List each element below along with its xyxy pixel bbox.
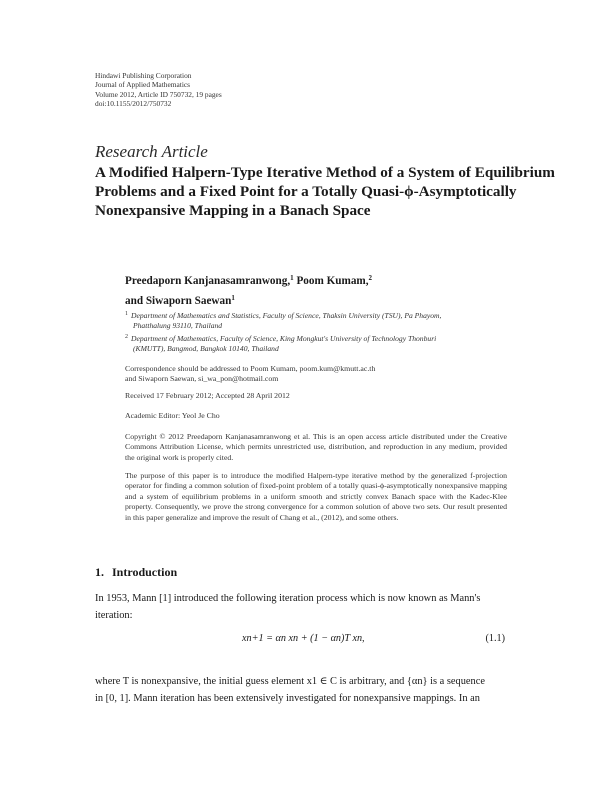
doi: doi:10.1155/2012/750732 (95, 98, 172, 108)
author-list (125, 270, 372, 310)
affiliation-number: 1 (125, 311, 128, 317)
correspondence-line: and Siwaporn Saewan, si_wa_pon@hotmail.com (125, 374, 279, 384)
author-affil-marker: 1 (290, 274, 294, 282)
intro-paragraph: In 1953, Mann [1] introduced the following iteration process which is now known as Mann's iteration: (95, 593, 481, 621)
journal-header (95, 71, 222, 108)
correspondence-line: Correspondence should be addressed to Poom Kumam, poom.kum@kmutt.ac.th (125, 364, 376, 373)
article-type: Research Article (95, 142, 208, 161)
author-name: Poom Kumam, (296, 275, 369, 287)
body-line: in [0, 1]. Mann iteration has been extensively investigated for nonexpansive mappings. In an (95, 693, 480, 704)
body-line: where T is nonexpansive, the initial guess element x1 ∈ C is arbitrary, and {αn} is a sequence (95, 676, 485, 687)
author-affil-marker: 2 (368, 274, 373, 282)
section-number: 1. (95, 565, 104, 579)
copyright-notice: Copyright © 2012 Preedaporn Kanjanasamranwong et al. This is an open access article distributed under the Creative Commons Attribution License, which permits unrestricted use, distribution, and reproduction in any medium, provided the original work is properly cited. (125, 432, 507, 462)
affiliation-text: Phatthalung 93110, Thailand (133, 321, 223, 331)
affiliation-text: Department of Mathematics and Statistics, Faculty of Science, Thaksin University (TSU), Pa Phayom, (131, 311, 442, 320)
received-accepted-dates: Received 17 February 2012; Accepted 28 April 2012 (125, 391, 290, 400)
body-paragraph (95, 673, 505, 707)
journal-name: Journal of Applied Mathematics (95, 80, 191, 90)
equation-1-1: xn+1 = αn xn + (1 − αn)T xn, (242, 633, 365, 644)
academic-editor: Academic Editor: Yeol Je Cho (125, 411, 220, 420)
affiliation-1 (125, 309, 510, 331)
author-name: Preedaporn Kanjanasamranwong, (125, 275, 291, 287)
affiliation-2 (125, 332, 510, 354)
affiliation-number: 2 (125, 334, 128, 340)
abstract: The purpose of this paper is to introduce the modified Halpern-type iterative method by the generalized f-projection operator for finding a common solution of fixed-point problem of a totally quasi-ϕ-asymptotically nonexpansive mapping and a system of equilibrium problems in a uniform smooth and strictly convex Banach space with the Kadec-Klee property. Consequently, we prove the strong convergence for a common solution of above two sets. Our result presented in this paper generalize and improve the result of Chang et al., (2012), and some others. (125, 471, 507, 522)
section-heading (95, 565, 177, 580)
author-name: and Siwaporn Saewan (125, 295, 232, 307)
author-affil-marker: 1 (231, 294, 235, 302)
volume-info: Volume 2012, Article ID 750732, 19 pages (95, 89, 222, 99)
publisher-name: Hindawi Publishing Corporation (95, 71, 192, 80)
correspondence (125, 364, 507, 385)
affiliation-text: (KMUTT), Bangmod, Bangkok 10140, Thailand (133, 344, 279, 354)
affiliation-text: Department of Mathematics, Faculty of Science, King Mongkut's University of Technology Thonburi (131, 334, 437, 343)
section-title: Introduction (112, 565, 178, 579)
paper-title: A Modified Halpern-Type Iterative Method of a System of Equilibrium Problems and a Fixed Point for a Totally Quasi-ϕ-Asymptotically Nonexpansive Mapping in a Banach Space (95, 164, 555, 219)
equation-number: (1.1) (485, 633, 505, 644)
